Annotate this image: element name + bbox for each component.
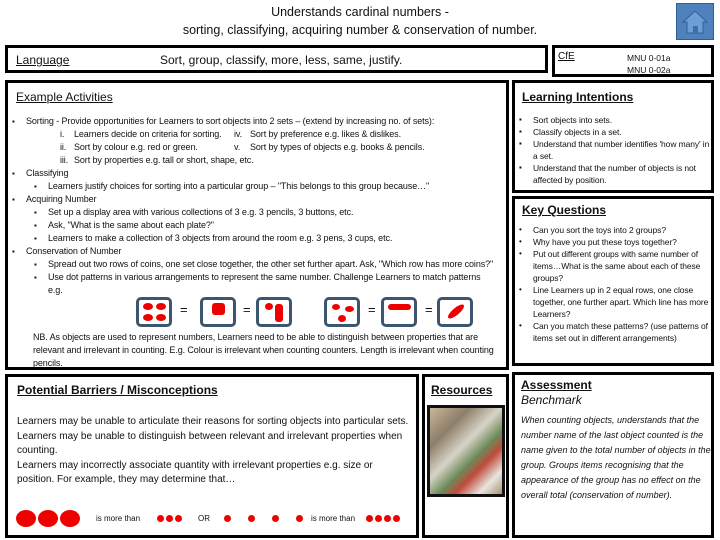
dot-pattern-card (136, 297, 172, 327)
barriers-box (5, 374, 419, 538)
barrier-text: Learners may be unable to distinguish between relevant and irrelevant properties when counting. (17, 430, 403, 456)
example-activities-heading: Example Activities (16, 90, 113, 104)
key-questions-box (512, 196, 714, 366)
home-icon (681, 8, 709, 36)
dot-pattern-card (324, 297, 360, 327)
list-item: ▪ Classify objects in a set. (519, 126, 711, 138)
list-item: ▪ Sorting - Provide opportunities for Learners to sort objects into 2 sets – (extend by increasing no. of sets): i. Learners decide on criteria for sorting. iv. Sort by preference e.g. likes & dislikes. ii. Sort by colour e.g. red or green. v. Sort by types of objects e.g. books & pencils. iii. Sort by properties e.g. tall or short, shape, etc. (12, 115, 506, 167)
resources-heading: Resources (431, 383, 493, 397)
list-item: ▪ Understand that the number of objects is not affected by position. (519, 162, 711, 186)
list-item: • Put out different groups with same number of items…What is the same about each of these groups? (519, 248, 711, 284)
list-item: • Can you match these patterns? (use patterns of items set out in different arrangements) (519, 320, 711, 344)
language-text: Sort, group, classify, more, less, same, justify. (160, 53, 403, 67)
assessment-heading: Assessment (521, 378, 592, 392)
assessment-text: When counting objects, understands that the number name of the last object counted is the name given to the total number of objects in the group. Groups items recognising that the appearance of the group has no effect on the overall total (conservation of number). (521, 415, 711, 500)
cfe-code: MNU 0-02a (627, 65, 671, 75)
home-button[interactable] (676, 3, 714, 40)
assessment-box (512, 372, 714, 538)
resources-photo (427, 405, 505, 497)
language-label: Language (16, 53, 70, 67)
list-item: • Line Learners up in 2 equal rows, one close together, one further apart. Which line has more Learners? (519, 284, 711, 320)
cfe-box (552, 45, 714, 77)
list-item: ▪ Understand that number identifies 'how many' in a set. (519, 138, 711, 162)
list-item: • Why have you put these toys together? (519, 236, 711, 248)
dot-pattern-card (381, 297, 417, 327)
dot-pattern-card (200, 297, 236, 327)
benchmark-heading: Benchmark (521, 393, 582, 407)
language-box (5, 45, 548, 73)
learning-intentions-heading: Learning Intentions (522, 90, 634, 104)
equals-sign: = (368, 302, 376, 317)
list-item: ▪ Conservation of Number ▪ Spread out two rows of coins, one set close together, the other set further apart. Ask, "Which row has more coins?" ▪ Use dot patterns in various arrangements to represent the same number. Challenge Learners to match patterns e.g. (12, 245, 506, 297)
barriers-heading: Potential Barriers / Misconceptions (17, 383, 218, 397)
equals-sign: = (243, 302, 251, 317)
nb-note: NB. As objects are used to represent numbers, Learners need to be able to distinguish between properties that are relevant and irrelevant in counting. E.g. Colour is irrelevant when counting counters. Length is irrelevant when counting pencils. (33, 332, 494, 368)
key-questions-heading: Key Questions (522, 203, 607, 217)
list-item: ▪ Classifying ▪ Learners justify choices for sorting into a particular group – "This belongs to this group because…" (12, 167, 506, 193)
barrier-text: Learners may be unable to articulate their reasons for sorting objects into particular sets. (17, 416, 409, 427)
title-line-1: Understands cardinal numbers - (271, 5, 449, 19)
learning-intentions-box (512, 80, 714, 193)
title-line-2: sorting, classifying, acquiring number & conservation of number. (182, 23, 538, 37)
cfe-label: CfE (558, 51, 575, 62)
cfe-code: MNU 0-01a (627, 53, 671, 63)
list-item: • Can you sort the toys into 2 groups? (519, 224, 711, 236)
list-item: ▪ Sort objects into sets. (519, 114, 711, 126)
dot-pattern-card (256, 297, 292, 327)
equals-sign: = (425, 302, 433, 317)
list-item: ▪ Acquiring Number ▪ Set up a display area with various collections of 3 e.g. 3 pencils, 3 buttons, etc. ▪ Ask, "What is the same about each plate?" ▪ Learners to make a collection of 3 objects from around the room e.g. 3 pens, 3 cups, etc. (12, 193, 506, 245)
barrier-text: Learners may incorrectly associate quantity with irrelevant properties e.g. size or position. For example, they may determine that… (17, 459, 373, 485)
misconception-dots: is more than OR is more than (16, 508, 416, 528)
resources-box (422, 374, 509, 538)
example-activities-box (5, 80, 509, 370)
dot-pattern-card (437, 297, 473, 327)
equals-sign: = (180, 302, 188, 317)
